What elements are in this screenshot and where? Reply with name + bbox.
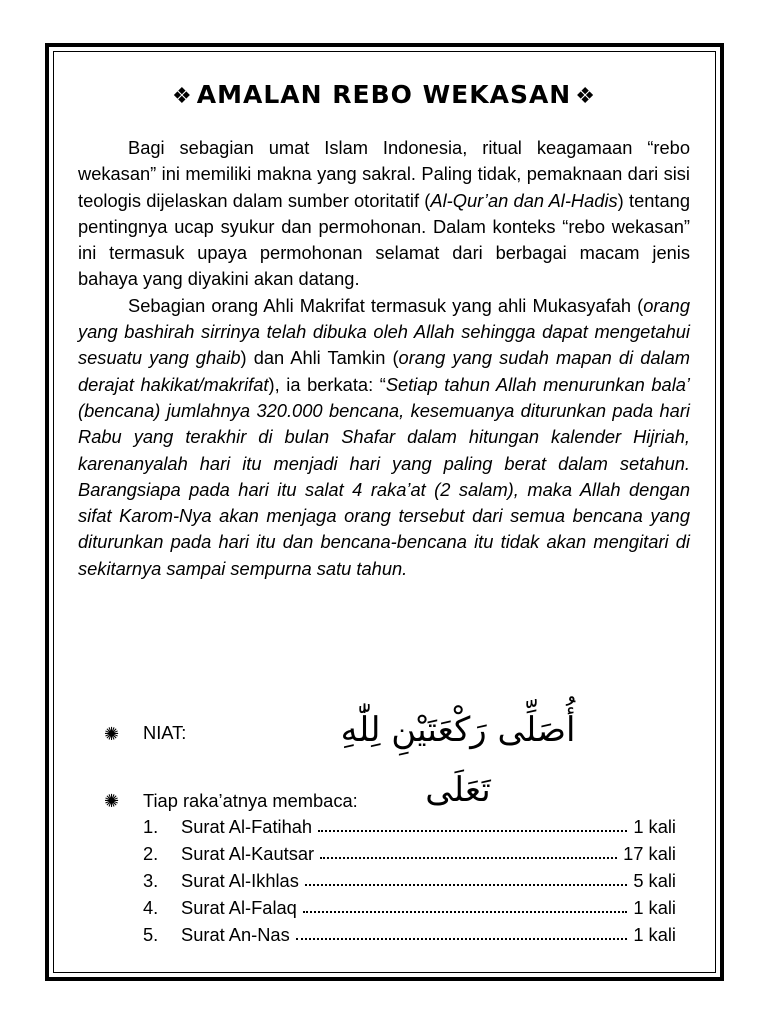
- list-item: 1. Surat Al-Fatihah 1 kali: [143, 816, 676, 837]
- list-item: 3. Surat Al-Ikhlas 5 kali: [143, 870, 676, 891]
- list-item: 4. Surat Al-Falaq 1 kali: [143, 897, 676, 918]
- dot-leader: [296, 922, 628, 940]
- dot-leader: [305, 868, 627, 886]
- surah-list: [143, 814, 676, 949]
- dot-leader: [320, 841, 617, 859]
- niat-arabic-text: أُصَلِّى رَكْعَتَيْنِ لِلّٰهِ تَعَلَى: [340, 710, 576, 810]
- niat-label: NIAT:: [143, 722, 187, 743]
- bullet-icon: ✺: [104, 724, 120, 744]
- ornament-right-icon: ❖: [575, 84, 596, 109]
- dot-leader: [303, 895, 627, 913]
- list-item: 2. Surat Al-Kautsar 17 kali: [143, 843, 676, 864]
- page-title: [0, 78, 768, 114]
- paragraph-1: Bagi sebagian umat Islam Indonesia, ritual keagamaan “rebo wekasan” ini memiliki makna yang sakral. Paling tidak, pemaknaan dari sisi teologis dijelaskan dalam sumber otoritatif (Al-Qur’an dan Al-Hadis) tentang pentingnya ucap syukur dan permohonan. Dalam konteks “rebo wekasan” ini termasuk upaya permohonan selamat dari berbagai macam jenis bahaya yang diyakini akan datang.: [78, 137, 690, 290]
- dot-leader: [318, 814, 627, 832]
- title-text: AMALAN REBO WEKASAN: [196, 80, 572, 109]
- bullet-icon: ✺: [104, 791, 120, 811]
- ornament-left-icon: ❖: [172, 84, 193, 109]
- paragraph-2: Sebagian orang Ahli Makrifat termasuk yang ahli Mukasyafah (orang yang bashirah sirrinya telah dibuka oleh Allah sehingga dapat mengetahui sesuatu yang ghaib) dan Ahli Tamkin (orang yang sudah mapan di dalam derajat hakikat/makrifat), ia berkata: “Setiap tahun Allah menurunkan bala’ (bencana) jumlahnya 320.000 bencana, kesemuanya diturunkan pada hari Rabu yang terakhir di bulan Shafar dalam hitungan kalender Hijriah, karenanyalah hari itu menjadi hari yang paling berat dalam setahun. Barangsiapa pada hari itu salat 4 raka’at (2 salam), maka Allah dengan sifat Karom-Nya akan menjaga orang tersebut dari semua bencana yang diturunkan pada hari itu dan bencana-bencana itu tidak akan mengitari di sekitarnya sampai sempurna satu tahun.: [78, 294, 691, 579]
- recitation-heading: Tiap raka’atnya membaca:: [143, 790, 358, 811]
- body-text: [78, 135, 690, 582]
- list-item: 5. Surat An-Nas 1 kali: [143, 924, 676, 945]
